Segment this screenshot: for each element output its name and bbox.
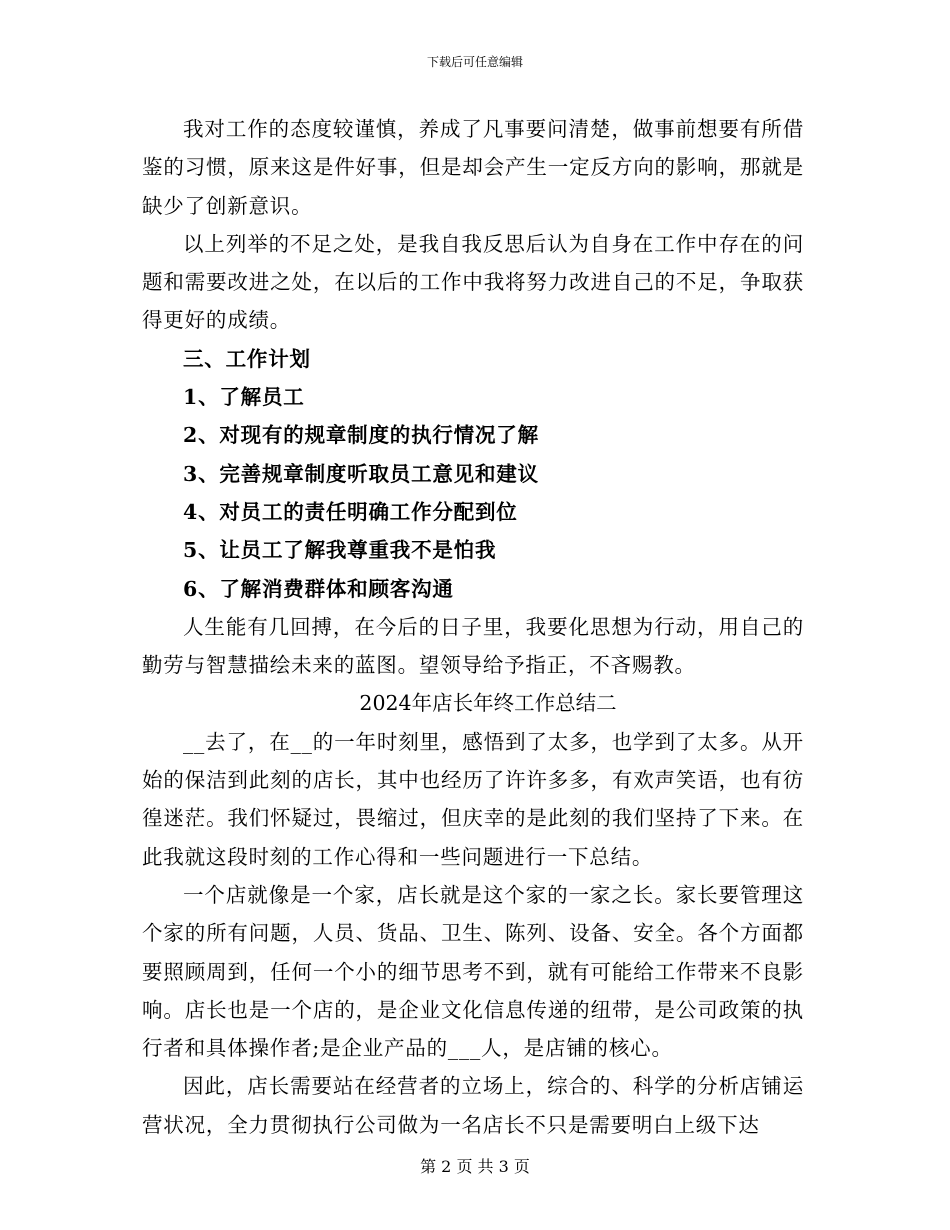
document-body xyxy=(142,110,804,1144)
header-note: 下载后可任意编辑 xyxy=(426,55,523,69)
work-plan-list xyxy=(142,378,804,608)
work-plan-item: 5、让员工了解我尊重我不是怕我 xyxy=(183,538,497,563)
work-plan-item: 1、了解员工 xyxy=(183,385,305,410)
paragraph-attitude: 我对工作的态度较谨慎，养成了凡事要问清楚，做事前想要有所借鉴的习惯，原来这是件好事，但是却会产生一定反方向的影响，那就是缺少了创新意识。 xyxy=(142,117,804,218)
work-plan-heading: 三、工作计划 xyxy=(183,346,311,371)
paragraph-closing: 人生能有几回搏，在今后的日子里，我要化思想为行动，用自己的勤劳与智慧描绘未来的蓝图。望领导给予指正，不吝赐教。 xyxy=(142,614,804,678)
paragraph-store-as-home: 一个店就像是一个家，店长就是这个家的一家之长。家长要管理这个家的所有问题，人员、货品、卫生、陈列、设备、安全。各个方面都要照顾周到，任何一个小的细节思考不到，就有可能给工作带来不良影响。店长也是一个店的，是企业文化信息传递的纽带，是公司政策的执行者和具体操作者;是企业产品的___人，是店铺的核心。 xyxy=(142,882,804,1061)
work-plan-item: 6、了解消费群体和顾客沟通 xyxy=(183,576,454,601)
work-plan-item: 3、完善规章制度听取员工意见和建议 xyxy=(183,461,539,486)
paragraph-manager-role: 因此，店长需要站在经营者的立场上，综合的、科学的分析店铺运营状况，全力贯彻执行公司做为一名店长不只是需要明白上级下达 xyxy=(142,1074,804,1137)
work-plan-item: 2、对现有的规章制度的执行情况了解 xyxy=(183,423,539,448)
paragraph-intro: __去了，在__的一年时刻里，感悟到了太多，也学到了太多。从开始的保洁到此刻的店长，其中也经历了许许多多，有欢声笑语，也有彷徨迷茫。我们怀疑过，畏缩过，但庆幸的是此刻的我们坚持了下来。在此我就这段时刻的工作心得和一些问题进行一下总结。 xyxy=(142,729,804,869)
work-plan-item: 4、对员工的责任明确工作分配到位 xyxy=(183,499,518,524)
page-number: 第 2 页 共 3 页 xyxy=(420,1157,530,1176)
section-title: 2024年店长年终工作总结二 xyxy=(359,691,617,716)
paragraph-shortcomings: 以上列举的不足之处，是我自我反思后认为自身在工作中存在的问题和需要改进之处，在以后的工作中我将努力改进自己的不足，争取获得更好的成绩。 xyxy=(142,231,804,333)
